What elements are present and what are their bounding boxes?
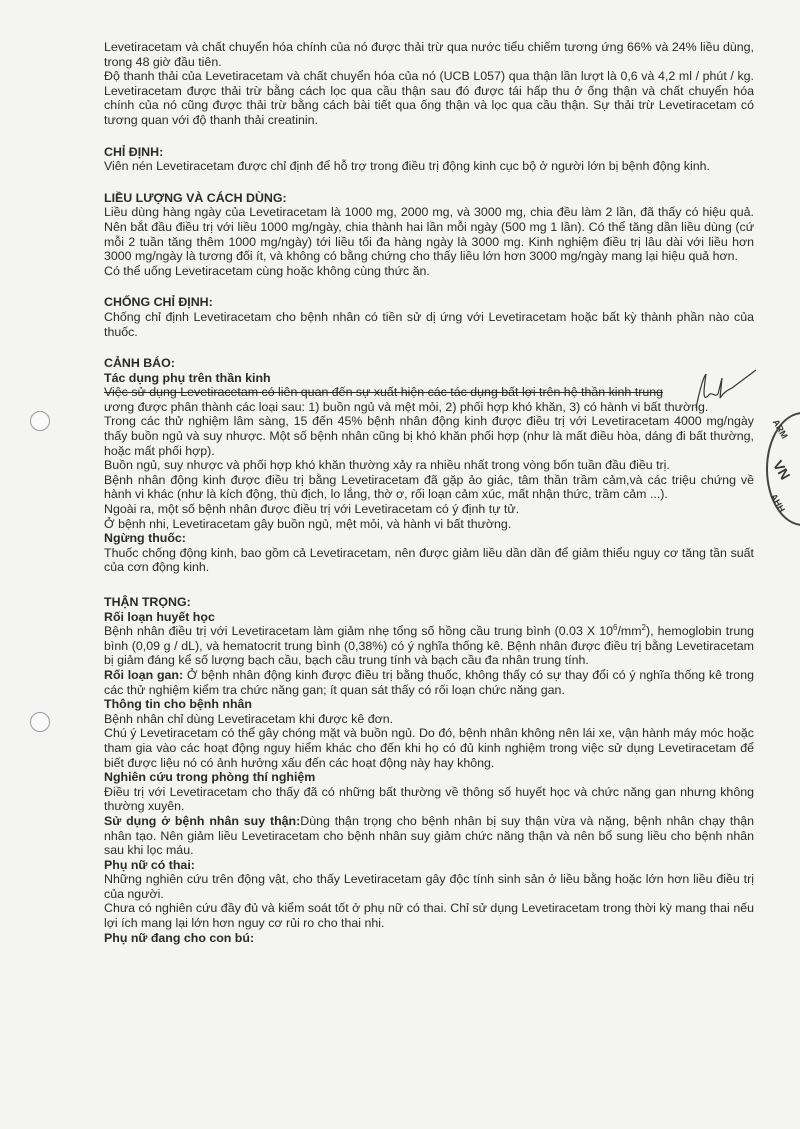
subheading-nghien-cuu: Nghiên cứu trong phòng thí nghiệm xyxy=(104,770,316,785)
intro-paragraph-2: Độ thanh thải của Levetiracetam và chất chuyển hóa của nó (UCB L057) qua thận lần lượt là 0,6 và 4,2 ml / phút / kg. Levetiracetam được thải trừ bằng cách lọc qua cầu thận sau đó được tái hấp thu ở ống thận và chất chuyển hóa chính của nó cũng được thải trừ bằng cách bài tiết qua ống thận và lọc qua cầu thận. Sự thải trừ Levetiracetam có tương quan với độ thanh thải creatinin. xyxy=(104,69,754,127)
stamp-text-top: ARM xyxy=(770,417,790,441)
canh-bao-struck-line: Việc sử dụng Levetiracetam có liên quan đến sự xuất hiện các tác dụng bất lợi trên hệ thần kinh trung xyxy=(104,385,664,400)
co-thai-line-2: Chưa có nghiên cứu đầy đủ và kiểm soát tốt ở phụ nữ có thai. Chỉ sử dụng Levetiracetam trong thời kỳ mang thai nếu lợi ích mang lại lớn hơn nguy cơ rủi ro cho thai nhi. xyxy=(104,901,754,931)
chong-chi-dinh-body: Chống chỉ định Levetiracetam cho bệnh nhân có tiền sử dị ứng với Levetiracetam hoặc bất kỳ thành phần nào của thuốc. xyxy=(104,309,754,339)
intro-paragraph-1: Levetiracetam và chất chuyển hóa chính của nó được thải trừ qua nước tiểu chiếm tương ứng 66% và 24% liều dùng, trong 48 giờ đầu tiên. xyxy=(104,40,754,69)
stamp-text-bottom: AHH xyxy=(768,492,787,514)
canh-bao-paragraph-7: Thuốc chống động kinh, bao gồm cả Levetiracetam, nên được giảm liều dần dần để giảm thiểu nguy cơ tăng tần suất của cơn động kinh. xyxy=(104,545,754,575)
stamp-text-mid: VN xyxy=(769,457,794,483)
lieu-luong-note: Có thể uống Levetiracetam cùng hoặc không cùng thức ăn. xyxy=(104,263,430,278)
subheading-phu-nu-co-thai: Phụ nữ có thai: xyxy=(104,857,195,872)
canh-bao-paragraph-1: ương được phân thành các loại sau: 1) buồn ngủ và mệt mỏi, 2) phối hợp khó khăn, 3) có hành vi bất thường. xyxy=(104,399,709,414)
suy-than-label: Sử dụng ở bệnh nhân suy thận: xyxy=(104,813,301,828)
punch-hole-top xyxy=(30,411,50,431)
superscript-6: 6 xyxy=(613,623,618,633)
subheading-ngung-thuoc: Ngừng thuốc: xyxy=(104,531,186,546)
section-heading-chong-chi-dinh: CHỐNG CHỈ ĐỊNH: xyxy=(104,295,213,310)
superscript-2: 2 xyxy=(641,623,646,633)
huyet-hoc-unit: /mm xyxy=(617,624,642,639)
canh-bao-paragraph-3: Buồn ngủ, suy nhược và phối hợp khó khăn thường xảy ra nhiều nhất trong vòng bốn tuần đầu điều trị. xyxy=(104,458,670,473)
nghien-cuu-body: Điều trị với Levetiracetam cho thấy đã có những bất thường về thông số huyết học và chức năng gan nhưng không thường xuyên. xyxy=(104,784,754,814)
gan-paragraph xyxy=(104,668,754,697)
section-heading-lieu-luong: LIỀU LƯỢNG VÀ CÁCH DÙNG: xyxy=(104,190,287,205)
gan-label: Rối loạn gan: xyxy=(104,667,184,682)
section-heading-chi-dinh: CHỈ ĐỊNH: xyxy=(104,144,164,159)
thong-tin-line-2: Chú ý Levetiracetam có thể gây chóng mặt và buồn ngủ. Do đó, bệnh nhân không nên lái xe, vận hành máy móc hoặc tham gia vào các hoạt động nguy hiểm khác cho đến khi họ có đủ kinh nghiệm trong việc sử dụng Levetiracetam để biết được liệu nó có ảnh hưởng xấu đến các hoạt động này hay không. xyxy=(104,726,754,770)
punch-hole-bottom xyxy=(30,712,50,732)
subheading-tac-dung-phu: Tác dụng phụ trên thần kinh xyxy=(104,370,271,385)
subheading-roi-loan-huyet-hoc: Rối loạn huyết học xyxy=(104,609,215,624)
company-stamp xyxy=(764,412,800,522)
co-thai-line-1: Những nghiên cứu trên động vật, cho thấy Levetiracetam gây độc tính sinh sản ở liều bằng hoặc lớn hơn liều điều trị của người. xyxy=(104,872,754,901)
suy-than-body: Dùng thận trọng cho bệnh nhân bị suy thận vừa và nặng, bệnh nhân chạy thận nhân tạo. Nên giảm liều Levetiracetam cho bệnh nhân suy giảm chức năng thận và nên bổ sung liều cho bệnh nhân sau khi lọc máu. xyxy=(104,813,754,858)
huyet-hoc-text-b: ), hemoglobin trung bình (0,09 g / dL), và hematocrit trung bình (0,38%) có ý nghĩa thống kê. Bệnh nhân được điều trị bằng Levetiracetam bị giảm đáng kể số lượng bạch cầu, bạch cầu trung tính và bạch cầu đa nhân trung tính. xyxy=(104,624,754,668)
huyet-hoc-paragraph xyxy=(104,624,754,668)
suy-than-paragraph xyxy=(104,814,754,858)
canh-bao-paragraph-5: Ngoài ra, một số bệnh nhân được điều trị với Levetiracetam có ý định tự tử. xyxy=(104,502,520,517)
section-heading-than-trong: THẬN TRỌNG: xyxy=(104,595,191,609)
thong-tin-line-1: Bệnh nhân chỉ dùng Levetiracetam khi được kê đơn. xyxy=(104,711,394,726)
canh-bao-paragraph-2: Trong các thử nghiệm lâm sàng, 15 đến 45% bệnh nhân động kinh được điều trị với Levetiracetam 4000 mg/ngày thấy buồn ngủ và suy nhược. Một số bệnh nhân cũng bị khó khăn phối hợp (như là mất điều hòa, dáng đi bất thường, hoặc mất phối hợp). xyxy=(104,414,754,458)
gan-body: Ở bệnh nhân động kinh được điều trị bằng thuốc, không thấy có sự thay đổi có ý nghĩa thống kê trong các thử nghiệm kiểm tra chức năng gan; ít quan sát thấy có rối loạn chức năng gan. xyxy=(104,667,754,697)
chi-dinh-body: Viên nén Levetiracetam được chỉ định để hỗ trợ trong điều trị động kinh cục bộ ở người lớn bị bệnh động kinh. xyxy=(104,159,710,174)
huyet-hoc-text-a: Bệnh nhân điều trị với Levetiracetam làm giảm nhẹ tổng số hồng cầu trung bình (0.03 X 10 xyxy=(104,624,613,639)
canh-bao-paragraph-4: Bệnh nhân động kinh được điều trị bằng Levetiracetam đã gặp ảo giác, tâm thần trầm cảm,và các triệu chứng về hành vi khác (như là kích động, thù địch, lo lắng, thờ ơ, rối loạn cảm xúc, mất nhận thức, trầm cảm ...). xyxy=(104,472,754,502)
section-heading-canh-bao: CẢNH BÁO: xyxy=(104,356,175,371)
subheading-cho-con-bu: Phụ nữ đang cho con bú: xyxy=(104,930,255,945)
lieu-luong-body: Liều dùng hàng ngày của Levetiracetam là 1000 mg, 2000 mg, và 3000 mg, chia đều làm 2 lần, đã thấy có hiệu quả. Nên bắt đầu điều trị với liều 1000 mg/ngày, chia thành hai lần mỗi ngày (500 mg 1 lần). Có thể tăng dần liều dùng (cứ mỗi 2 tuần tăng thêm 1000 mg/ngày) tới liều tối đa hàng ngày là 3000 mg. Kinh nghiệm điều trị lâu dài với liều hơn 3000 mg/ngày là tương đối ít, và không có bằng chứng cho thấy liều lớn hơn 3000 mg/ngày mang lại hiệu quả hơn. xyxy=(104,205,754,264)
canh-bao-paragraph-6: Ở bệnh nhi, Levetiracetam gây buồn ngủ, mệt mỏi, và hành vi bất thường. xyxy=(104,516,512,531)
subheading-thong-tin: Thông tin cho bệnh nhân xyxy=(104,697,252,712)
document-page xyxy=(104,40,754,945)
